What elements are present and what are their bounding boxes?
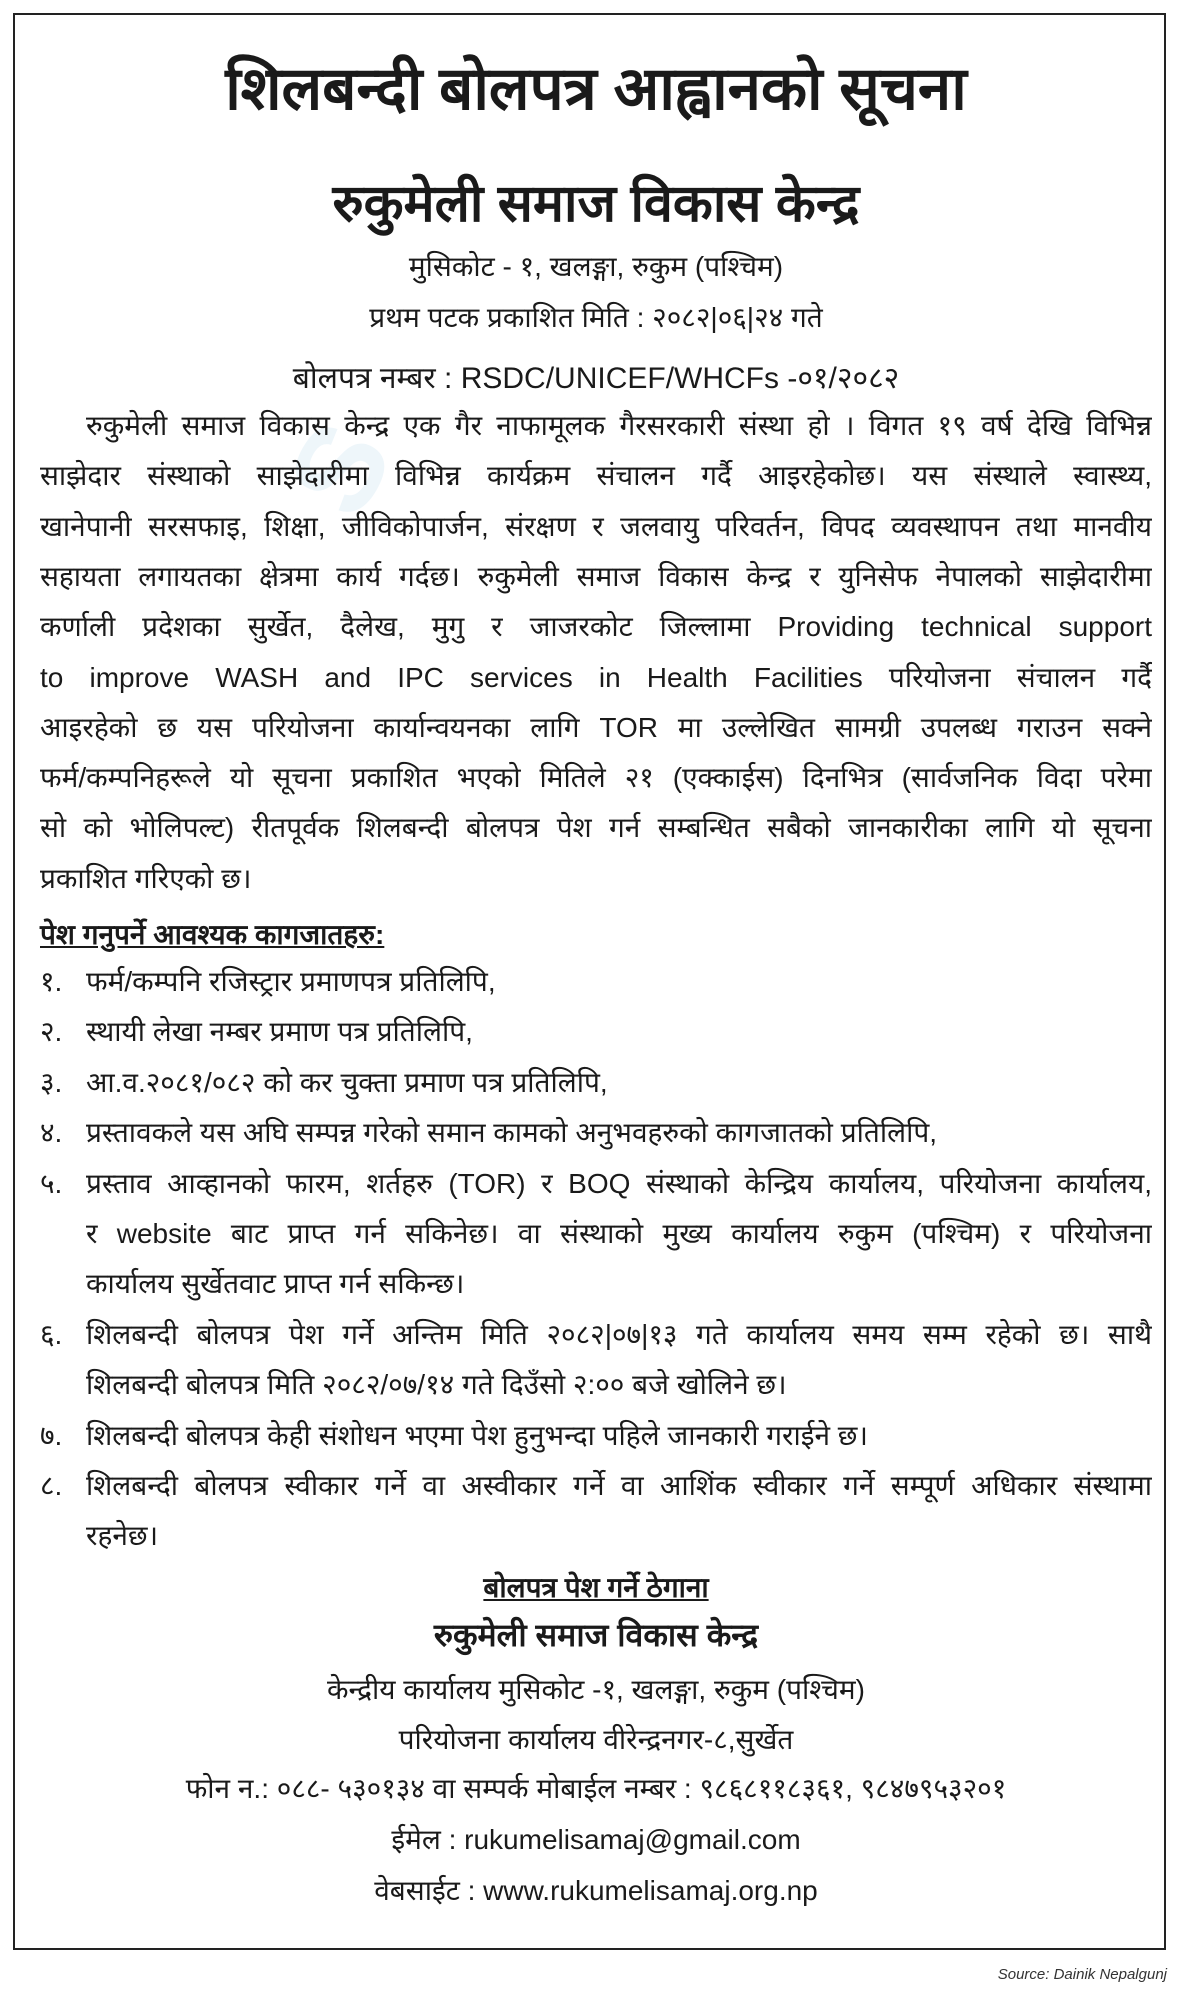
organization-name: रुकुमेली समाज विकास केन्द्र [332, 175, 860, 233]
list-item: फर्म/कम्पनि रजिस्ट्रार प्रमाणपत्र प्रतिलिपि, [86, 966, 496, 997]
project-office: परियोजना कार्यालय वीरेन्द्रनगर-८,सुर्खेत [398, 1724, 794, 1755]
documents-heading: पेश गनुपर्ने आवश्यक कागजातहरु: [40, 919, 385, 950]
list-item-number: ३. [40, 1066, 63, 1098]
notice-title: शिलबन्दी बोलपत्र आह्वानको सूचना [225, 55, 967, 122]
list-item: शिलबन्दी बोलपत्र पेश गर्ने अन्तिम मिति २०८२|०७|१३ गते कार्यालय समय सम्म रहेको छ। साथै [86, 1318, 1152, 1350]
paragraph-line: कर्णाली प्रदेशका सुर्खेत, दैलेख, मुगु र जाजरकोट जिल्लामा Providing technical support [40, 611, 1152, 643]
paragraph-line: प्रकाशित गरिएको छ। [40, 862, 252, 894]
website-line [40, 1871, 1152, 1911]
list-item: प्रस्ताव आव्हानको फारम, शर्तहरु (TOR) र BOQ संस्थाको केन्द्रिय कार्यालय, परियोजना कार्यालय, [86, 1167, 1152, 1199]
submission-address-heading: बोलपत्र पेश गर्ने ठेगाना [483, 1572, 709, 1603]
list-item-number: ४. [40, 1117, 63, 1149]
organization-address: मुसिकोट - १, खलङ्गा, रुकुम (पश्चिम) [408, 251, 784, 282]
website-label: वेबसाईट : [374, 1875, 484, 1906]
paragraph-line: सो को भोलिपल्ट) रीतपूर्वक शिलबन्दी बोलपत्र पेश गर्न सम्बन्धित सबैको जानकारीका लागि यो सूचना [40, 812, 1152, 844]
list-item-number: २. [40, 1016, 63, 1048]
phone-numbers: फोन न.: ०८८- ५३०१३४ वा सम्पर्क मोबाईल नम्बर : ९८६८११८३६१, ९८४७९५३२०१ [185, 1773, 1007, 1804]
central-office: केन्द्रीय कार्यालय मुसिकोट -१, खलङ्गा, रुकुम (पश्चिम) [327, 1674, 865, 1705]
footer-organization: रुकुमेली समाज विकास केन्द्र [433, 1617, 759, 1653]
list-item: रहनेछ। [86, 1520, 159, 1552]
paragraph-line: साझेदार संस्थाको साझेदारीमा विभिन्न कार्यक्रम संचालन गर्दै आइरहेकोछ। यस संस्थाले स्वास्थ्य, [40, 460, 1152, 492]
paragraph-line: to improve WASH and IPC services in Health Facilities परियोजना संचालन गर्दै [40, 661, 1152, 693]
list-item: शिलबन्दी बोलपत्र केही संशोधन भएमा पेश हुनुभन्दा पहिले जानकारी गराईने छ। [86, 1419, 869, 1451]
list-item: कार्यालय सुर्खेतवाट प्राप्त गर्न सकिन्छ। [86, 1268, 465, 1300]
list-item-number: ८. [40, 1470, 63, 1501]
bid-number: बोलपत्र नम्बर : RSDC/UNICEF/WHCFs -०१/२०८२ [292, 362, 900, 395]
list-item-number: ५. [40, 1167, 63, 1199]
paragraph-line: खानेपानी सरसफाइ, शिक्षा, जीविकोपार्जन, संरक्षण र जलवायु परिवर्तन, विपद व्यवस्थापन तथा मानवीय [40, 510, 1152, 542]
paragraph-line: फर्म/कम्पनिहरूले यो सूचना प्रकाशित भएको मितिले २१ (एक्काईस) दिनभित्र (सार्वजनिक विदा परेमा [40, 762, 1152, 794]
list-item-number: ७. [40, 1419, 63, 1451]
list-item-number: ६. [40, 1318, 63, 1350]
list-item: स्थायी लेखा नम्बर प्रमाण पत्र प्रतिलिपि, [86, 1016, 473, 1048]
email-link[interactable]: rukumelisamaj@gmail.com [464, 1824, 801, 1855]
published-date: प्रथम पटक प्रकाशित मिति : २०८२|०६|२४ गते [369, 302, 823, 333]
list-item-number: १. [40, 966, 63, 997]
list-item: र website बाट प्राप्त गर्न सकिनेछ। वा संस्थाको मुख्य कार्यालय रुकुम (पश्चिम) र परियोजना [86, 1218, 1152, 1249]
paragraph-line: सहायता लगायतका क्षेत्रमा कार्य गर्दछ। रुकुमेली समाज विकास केन्द्र र युनिसेफ नेपालको साझेदारीमा [40, 560, 1152, 592]
list-item: प्रस्तावकले यस अघि सम्पन्न गरेको समान कामको अनुभवहरुको कागजातको प्रतिलिपि, [86, 1117, 938, 1149]
list-item: आ.व.२०८१/०८२ को कर चुक्ता प्रमाण पत्र प्रतिलिपि, [86, 1066, 608, 1098]
watermark: S [261, 400, 419, 538]
paragraph-line: आइरहेको छ यस परियोजना कार्यान्वयनका लागि TOR मा उल्लेखित सामग्री उपलब्ध गराउन सक्ने [40, 711, 1152, 743]
paragraph-line: रुकुमेली समाज विकास केन्द्र एक गैर नाफामूलक गैरसरकारी संस्था हो । विगत १९ वर्ष देखि विभिन्न [86, 410, 1152, 441]
source-credit: Source: Dainik Nepalgunj [997, 1966, 1167, 1983]
email-line [40, 1820, 1152, 1860]
email-label: ईमेल : [391, 1824, 465, 1855]
list-item: शिलबन्दी बोलपत्र स्वीकार गर्ने वा अस्वीकार गर्ने वा आशिंक स्वीकार गर्ने सम्पूर्ण अधिकार संस्थामा [86, 1470, 1152, 1501]
website-link[interactable]: www.rukumelisamaj.org.np [483, 1875, 818, 1906]
list-item: शिलबन्दी बोलपत्र मिति २०८२/०७/१४ गते दिउँसो २:०० बजे खोलिने छ। [86, 1369, 787, 1401]
